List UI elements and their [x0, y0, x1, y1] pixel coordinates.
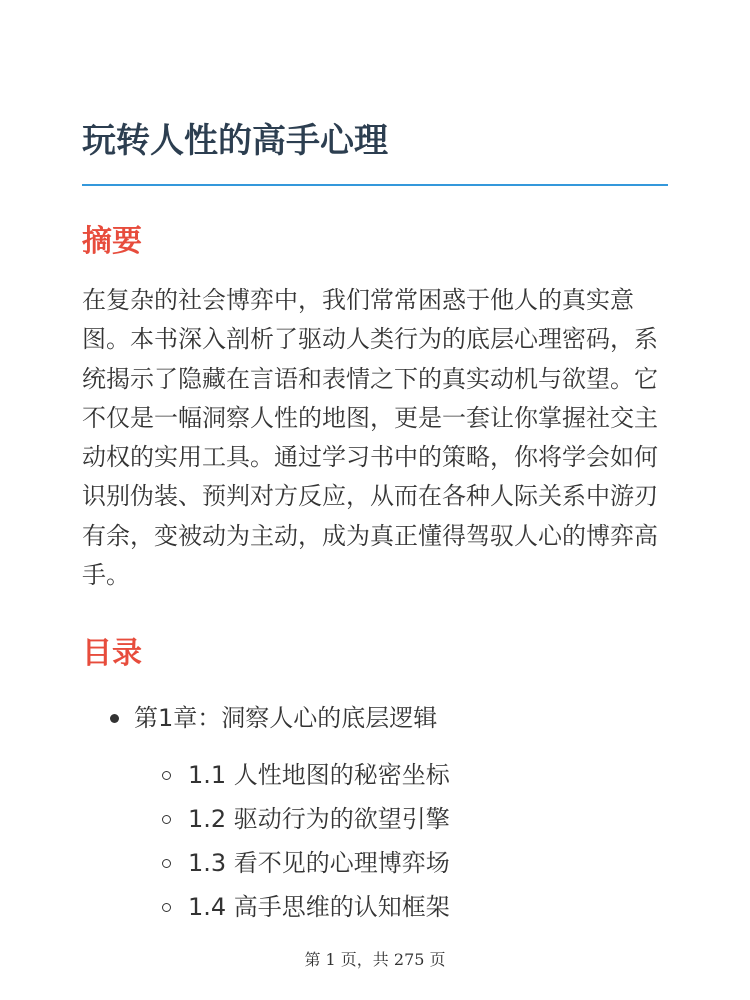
page-number-footer: 第 1 页，共 275 页	[304, 950, 446, 969]
summary-paragraph: 在复杂的社会博弈中，我们常常困惑于他人的真实意图。本书深入剖析了驱动人类行为的底层心理密码，系统揭示了隐藏在言语和表情之下的真实动机与欲望。它不仅是一幅洞察人性的地图，更是一套让你掌握社交主动权的实用工具。通过学习书中的策略，你将学会如何识别伪装、预判对方反应，从而在各种人际关系中游刃有余，变被动为主动，成为真正懂得驾驭人心的博弈高手。	[82, 286, 658, 590]
toc-section-label: 1.1 人性地图的秘密坐标	[188, 761, 450, 789]
hollow-bullet-icon	[162, 859, 171, 868]
toc-section-item[interactable]	[162, 845, 450, 881]
toc-section-item[interactable]	[162, 889, 450, 925]
toc-section-label: 1.2 驱动行为的欲望引擎	[188, 805, 450, 833]
toc-chapter-label: 第1章：洞察人心的底层逻辑	[134, 704, 438, 732]
toc-section-label: 1.3 看不见的心理博弈场	[188, 849, 450, 877]
toc-section-item[interactable]	[162, 757, 450, 793]
toc-heading: 目录	[82, 636, 142, 671]
document-title: 玩转人性的高手心理	[82, 121, 388, 161]
filled-bullet-icon	[110, 714, 119, 723]
hollow-bullet-icon	[162, 903, 171, 912]
toc-chapter-item[interactable]	[110, 700, 437, 736]
toc-section-label: 1.4 高手思维的认知框架	[188, 893, 450, 921]
hollow-bullet-icon	[162, 815, 171, 824]
toc-section-item[interactable]	[162, 801, 450, 837]
hollow-bullet-icon	[162, 771, 171, 780]
summary-heading: 摘要	[82, 224, 142, 259]
title-divider	[82, 184, 668, 186]
